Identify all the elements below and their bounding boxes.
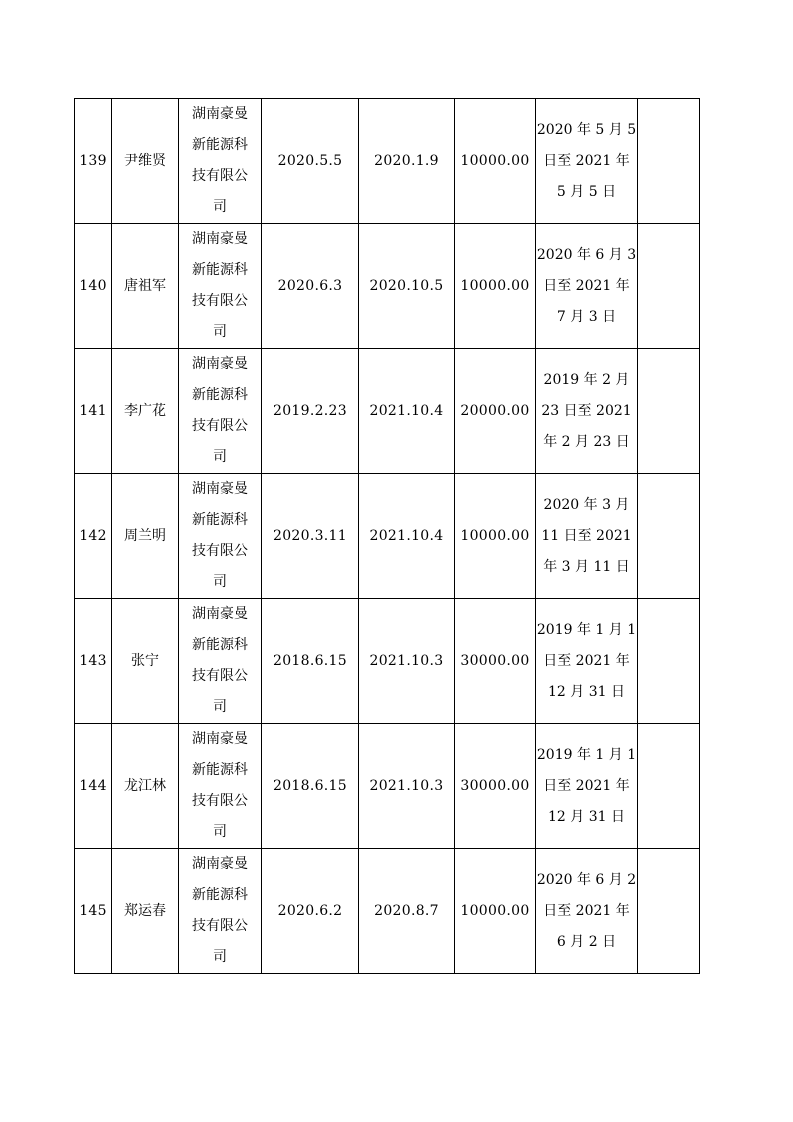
period-line: 2019 年 1 月 1 (536, 621, 637, 638)
company-name-line: 湖南豪曼 (192, 481, 248, 497)
note (638, 849, 700, 974)
company-name-line: 新能源科 (192, 762, 248, 778)
period-line: 日至 2021 年 (543, 152, 630, 169)
period (536, 599, 638, 724)
company-name-line: 司 (213, 949, 227, 965)
person-name: 唐祖军 (112, 224, 179, 349)
date-a: 2019.2.23 (262, 349, 359, 474)
company-name-line: 技有限公 (192, 293, 248, 309)
note (638, 724, 700, 849)
period (536, 724, 638, 849)
date-b: 2021.10.3 (359, 724, 455, 849)
company-name-line: 司 (213, 574, 227, 590)
company-name-line: 新能源科 (192, 262, 248, 278)
period-line: 2020 年 6 月 2 (536, 871, 637, 888)
table-row (75, 599, 700, 724)
company-name-line: 湖南豪曼 (192, 356, 248, 372)
company-name (179, 474, 262, 599)
company-name-line: 技有限公 (192, 168, 248, 184)
table-row (75, 474, 700, 599)
person-name: 郑运春 (112, 849, 179, 974)
company-name-line: 湖南豪曼 (192, 606, 248, 622)
period (536, 474, 638, 599)
date-a: 2018.6.15 (262, 599, 359, 724)
date-b: 2020.10.5 (359, 224, 455, 349)
period-line: 日至 2021 年 (543, 777, 630, 794)
period-line: 11 日至 2021 (541, 527, 632, 544)
table-body (75, 99, 700, 974)
amount: 10000.00 (455, 474, 536, 599)
table-row (75, 224, 700, 349)
row-number: 142 (75, 474, 112, 599)
row-number: 141 (75, 349, 112, 474)
company-name-line: 司 (213, 199, 227, 215)
date-b: 2020.8.7 (359, 849, 455, 974)
period-line: 2019 年 2 月 (543, 371, 630, 388)
period-line: 5 月 5 日 (556, 183, 617, 200)
company-name-line: 司 (213, 449, 227, 465)
company-name-line: 新能源科 (192, 387, 248, 403)
period (536, 224, 638, 349)
company-name-line: 司 (213, 699, 227, 715)
period-line: 2019 年 1 月 1 (536, 746, 637, 763)
company-name (179, 724, 262, 849)
period-line: 12 月 31 日 (548, 808, 625, 825)
table-row (75, 349, 700, 474)
company-name-line: 新能源科 (192, 137, 248, 153)
date-b: 2021.10.4 (359, 474, 455, 599)
company-name-line: 司 (213, 324, 227, 340)
company-name-line: 新能源科 (192, 887, 248, 903)
row-number: 140 (75, 224, 112, 349)
period-line: 23 日至 2021 (541, 402, 632, 419)
period-line: 6 月 2 日 (556, 933, 617, 950)
amount: 20000.00 (455, 349, 536, 474)
company-name-line: 新能源科 (192, 512, 248, 528)
company-name (179, 99, 262, 224)
company-name-line: 技有限公 (192, 543, 248, 559)
date-b: 2021.10.4 (359, 349, 455, 474)
records-table (74, 98, 700, 974)
date-a: 2020.3.11 (262, 474, 359, 599)
note (638, 474, 700, 599)
note (638, 224, 700, 349)
date-b: 2020.1.9 (359, 99, 455, 224)
period (536, 99, 638, 224)
date-a: 2020.5.5 (262, 99, 359, 224)
row-number: 139 (75, 99, 112, 224)
date-b: 2021.10.3 (359, 599, 455, 724)
person-name: 张宁 (112, 599, 179, 724)
person-name: 尹维贤 (112, 99, 179, 224)
date-a: 2020.6.2 (262, 849, 359, 974)
row-number: 143 (75, 599, 112, 724)
period-line: 2020 年 5 月 5 (536, 121, 637, 138)
period-line: 日至 2021 年 (543, 902, 630, 919)
amount: 10000.00 (455, 99, 536, 224)
company-name-line: 湖南豪曼 (192, 231, 248, 247)
period-line: 2020 年 3 月 (543, 496, 630, 513)
company-name-line: 技有限公 (192, 668, 248, 684)
company-name (179, 224, 262, 349)
company-name-line: 湖南豪曼 (192, 106, 248, 122)
period-line: 2020 年 6 月 3 (536, 246, 637, 263)
company-name-line: 技有限公 (192, 793, 248, 809)
table-row (75, 99, 700, 224)
company-name (179, 349, 262, 474)
date-a: 2020.6.3 (262, 224, 359, 349)
note (638, 599, 700, 724)
person-name: 龙江林 (112, 724, 179, 849)
period (536, 349, 638, 474)
company-name-line: 技有限公 (192, 918, 248, 934)
date-a: 2018.6.15 (262, 724, 359, 849)
company-name-line: 技有限公 (192, 418, 248, 434)
period (536, 849, 638, 974)
period-line: 年 2 月 23 日 (543, 433, 630, 450)
amount: 10000.00 (455, 849, 536, 974)
note (638, 99, 700, 224)
company-name (179, 849, 262, 974)
table-row (75, 724, 700, 849)
row-number: 145 (75, 849, 112, 974)
person-name: 李广花 (112, 349, 179, 474)
period-line: 12 月 31 日 (548, 683, 625, 700)
amount: 10000.00 (455, 224, 536, 349)
amount: 30000.00 (455, 599, 536, 724)
amount: 30000.00 (455, 724, 536, 849)
note (638, 349, 700, 474)
period-line: 日至 2021 年 (543, 652, 630, 669)
row-number: 144 (75, 724, 112, 849)
period-line: 日至 2021 年 (543, 277, 630, 294)
period-line: 7 月 3 日 (556, 308, 617, 325)
person-name: 周兰明 (112, 474, 179, 599)
company-name-line: 司 (213, 824, 227, 840)
table-row (75, 849, 700, 974)
period-line: 年 3 月 11 日 (543, 558, 630, 575)
company-name (179, 599, 262, 724)
company-name-line: 湖南豪曼 (192, 856, 248, 872)
company-name-line: 湖南豪曼 (192, 731, 248, 747)
company-name-line: 新能源科 (192, 637, 248, 653)
